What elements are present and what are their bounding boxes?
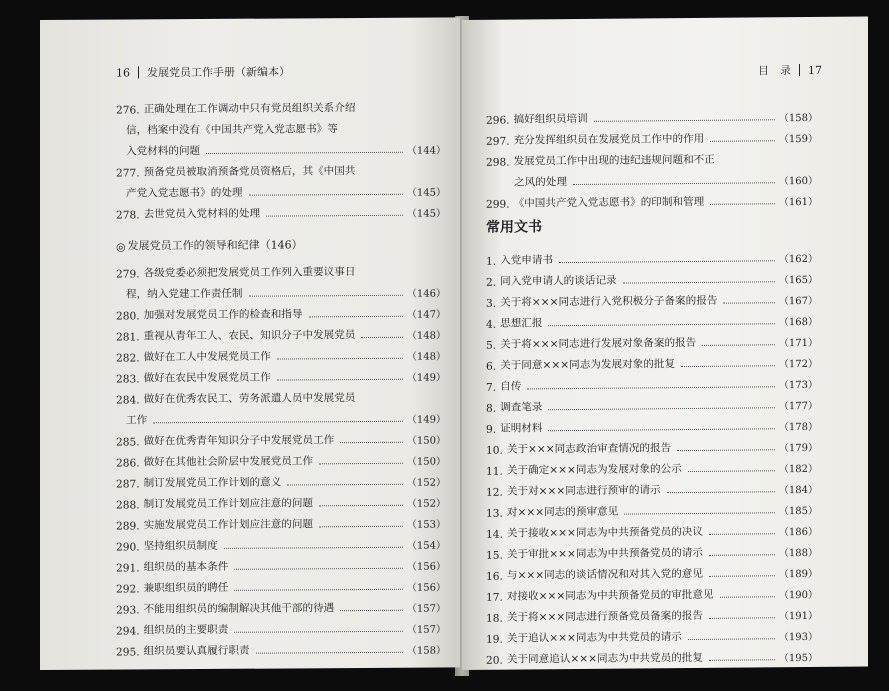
entry-title: 调查笔录	[500, 401, 543, 414]
entry-title: 关于审批×××同志为中共预备党员的请示	[506, 546, 703, 561]
toc-entry	[486, 643, 818, 667]
toc-entry	[486, 433, 818, 457]
toc-entry	[486, 580, 818, 604]
entry-page-ref: （165）	[778, 274, 818, 287]
toc-entry	[116, 510, 446, 533]
left-toc-after	[116, 258, 446, 659]
toc-entry	[486, 391, 818, 415]
common-documents-heading: 常用文书	[486, 219, 542, 236]
entry-page-ref: （152）	[406, 498, 446, 510]
leader-dots	[681, 364, 775, 367]
leader-dots	[559, 259, 775, 263]
entry-title: 做好在工人中发展党员工作	[143, 350, 271, 364]
entry-title: 程，纳入党建工作责任制	[126, 287, 243, 301]
toc-entry	[116, 157, 446, 201]
leader-dots	[548, 322, 774, 326]
entry-title: 入党材料的问题	[126, 145, 201, 158]
entry-page-ref: （184）	[778, 484, 818, 497]
entry-number: 14.	[486, 528, 503, 541]
entry-number: 7.	[486, 381, 497, 394]
toc-entry	[486, 412, 818, 436]
entry-title: 《中国共产党入党志愿书》的印制和管理	[513, 195, 705, 210]
entry-page-ref: （160）	[778, 175, 818, 188]
entry-title: 对接收×××同志为中共预备党员的审批意见	[506, 588, 714, 603]
entry-number: 12.	[486, 486, 503, 499]
entry-number: 288.	[116, 499, 140, 512]
entry-title: 思想汇报	[500, 317, 543, 330]
entry-title: 工作	[126, 414, 148, 427]
leader-dots	[527, 385, 775, 389]
entry-page-ref: （182）	[778, 463, 818, 476]
right-toc	[486, 103, 818, 667]
entry-title: 制订发展党员工作计划应注意的问题	[143, 497, 314, 511]
leader-dots	[249, 193, 403, 196]
leader-dots	[153, 420, 403, 424]
leader-dots	[319, 504, 403, 507]
entry-number: 293.	[116, 604, 140, 617]
leader-dots	[548, 427, 774, 431]
leader-dots	[309, 315, 403, 318]
entry-title: 组织员要认真履行职责	[143, 644, 250, 658]
leader-dots	[266, 214, 403, 217]
entry-number: 19.	[486, 633, 503, 646]
toc-entry	[116, 447, 446, 470]
toc-entry	[116, 384, 446, 428]
entry-title: 充分发挥组织员在发展党员工作中的作用	[513, 132, 705, 147]
entry-number: 1.	[486, 255, 497, 268]
entry-page-ref: （144）	[406, 145, 446, 157]
entry-title: 制订发展党员工作计划的意义	[143, 476, 282, 490]
toc-entry	[486, 244, 818, 268]
entry-page-ref: （153）	[406, 519, 446, 531]
entry-title: 证明材料	[500, 422, 543, 435]
entry-page-ref: （149）	[406, 414, 446, 426]
entry-page-ref: （162）	[778, 253, 818, 266]
entry-title: 关于将×××同志进行发展对象备案的报告	[500, 336, 697, 351]
leader-dots	[702, 343, 775, 346]
right-page-number: 17	[808, 63, 822, 77]
toc-entry	[486, 124, 818, 148]
entry-number: 281.	[116, 331, 140, 344]
entry-number: 289.	[116, 520, 140, 533]
section-marker-icon: ◎	[116, 240, 126, 254]
entry-title: 预备党员被取消预备党员资格后，其《中国共	[143, 165, 356, 179]
entry-page-ref: （148）	[406, 351, 446, 363]
entry-title: 去世党员入党材料的处理	[143, 207, 261, 221]
entry-number: 296.	[486, 114, 510, 127]
leader-dots	[234, 588, 403, 591]
leader-dots	[340, 441, 403, 443]
toc-entry	[116, 594, 446, 617]
entry-number: 286.	[116, 457, 140, 470]
leader-dots	[249, 294, 403, 297]
toc-entry	[116, 94, 446, 159]
leader-dots	[688, 469, 775, 472]
entry-title: 关于×××同志政治审查情况的报告	[506, 442, 672, 456]
toc-entry	[116, 363, 446, 386]
toc-entry	[116, 531, 446, 554]
entry-number: 9.	[486, 423, 497, 436]
entry-title: 自传	[500, 380, 522, 393]
entry-number: 4.	[486, 318, 497, 331]
entry-page-ref: （178）	[778, 421, 818, 434]
right-running-head: 目 录	[758, 64, 791, 78]
leader-dots	[710, 139, 775, 142]
entry-title: 信，档案中没有《中国共产党入党志愿书》等	[126, 123, 338, 137]
toc-entry	[116, 426, 446, 449]
entry-page-ref: （150）	[406, 456, 446, 468]
toc-entry	[116, 199, 446, 222]
entry-number: 278.	[116, 209, 140, 222]
toc-entry	[486, 103, 818, 127]
leader-dots	[723, 301, 774, 303]
leader-dots	[688, 637, 775, 640]
entry-page-ref: （195）	[778, 652, 818, 665]
entry-page-ref: （145）	[406, 187, 446, 199]
entry-title: 关于对×××同志进行预审的请示	[506, 484, 661, 498]
entry-title: 同入党申请人的谈话记录	[500, 274, 617, 288]
entry-page-ref: （145）	[406, 208, 446, 220]
entry-number: 11.	[486, 465, 503, 478]
entry-number: 277.	[116, 167, 140, 180]
toc-entry	[486, 370, 818, 394]
entry-title: 做好在优秀青年知识分子中发展党员工作	[143, 434, 335, 448]
entry-number: 298.	[486, 156, 510, 169]
entry-number: 20.	[486, 654, 503, 667]
entry-number: 285.	[116, 436, 140, 449]
entry-page-ref: （149）	[406, 372, 446, 384]
entry-page-ref: （171）	[778, 337, 818, 350]
leader-dots	[277, 378, 403, 381]
entry-page-ref: （154）	[406, 540, 446, 552]
entry-title: 关于接收×××同志为中共预备党员的决议	[506, 525, 703, 540]
left-page	[40, 17, 460, 670]
entry-page-ref: （189）	[778, 568, 818, 581]
toc-entry	[116, 342, 446, 365]
entry-page-ref: （146）	[406, 288, 446, 300]
entry-page-ref: （158）	[406, 645, 446, 657]
entry-number: 297.	[486, 135, 510, 148]
right-page	[462, 16, 868, 670]
toc-entry	[486, 286, 818, 310]
toc-entry	[486, 145, 818, 190]
entry-number: 276.	[116, 104, 140, 117]
leader-dots	[573, 181, 775, 185]
section-title: 发展党员工作的领导和纪律	[127, 238, 260, 253]
entry-title: 对×××同志的预审意见	[506, 505, 619, 519]
leader-dots	[234, 567, 403, 570]
entry-number: 13.	[486, 507, 503, 520]
entry-number: 295.	[116, 646, 140, 659]
toc-entry	[116, 258, 446, 302]
toc-entry	[486, 349, 818, 373]
header-divider	[799, 64, 800, 76]
entry-number: 283.	[116, 373, 140, 386]
leader-dots	[594, 118, 775, 122]
toc-entry	[486, 538, 818, 562]
entry-number: 282.	[116, 352, 140, 365]
leader-dots	[287, 483, 403, 486]
left-running-head: 发展党员工作手册（新编本）	[147, 65, 290, 80]
entry-page-ref: （193）	[778, 631, 818, 644]
entry-title: 坚持组织员制度	[143, 539, 218, 553]
entry-number: 279.	[116, 268, 140, 281]
entry-title: 做好在其他社会阶层中发展党员工作	[143, 455, 314, 469]
toc-entry	[116, 615, 446, 638]
entry-page-ref: （152）	[406, 477, 446, 489]
leader-dots	[234, 630, 403, 633]
right-page-header	[758, 62, 822, 79]
entry-number: 284.	[116, 394, 140, 407]
toc-entry	[486, 517, 818, 541]
entry-number: 18.	[486, 612, 503, 625]
entry-page-ref: （185）	[778, 505, 818, 518]
toc-entry	[486, 307, 818, 331]
toc-entry	[486, 454, 818, 478]
entry-number: 16.	[486, 570, 503, 583]
right-toc-before	[486, 103, 818, 211]
entry-title: 入党申请书	[500, 254, 554, 267]
entry-number: 287.	[116, 478, 140, 491]
leader-dots	[256, 651, 403, 654]
entry-title: 做好在农民中发展党员工作	[143, 371, 271, 385]
entry-page-ref: （168）	[778, 316, 818, 329]
entry-number: 10.	[486, 444, 503, 457]
entry-page-ref: （158）	[778, 112, 818, 125]
left-toc-before	[116, 94, 446, 222]
right-toc-after	[486, 244, 818, 667]
toc-entry	[116, 468, 446, 491]
leader-dots	[340, 609, 403, 611]
entry-page-ref: （148）	[406, 330, 446, 342]
entry-title: 组织员的基本条件	[143, 560, 229, 574]
toc-entry	[486, 265, 818, 289]
leader-dots	[361, 336, 402, 338]
toc-entry	[486, 496, 818, 520]
toc-entry	[486, 475, 818, 499]
entry-title: 兼职组织员的聘任	[143, 581, 229, 595]
entry-page-ref: （157）	[406, 624, 446, 636]
leader-dots	[720, 595, 775, 597]
entry-page-ref: （147）	[406, 309, 446, 321]
leader-dots	[319, 525, 403, 528]
leader-dots	[206, 151, 403, 154]
toc-entry	[486, 601, 818, 625]
toc-entry	[116, 300, 446, 323]
entry-number: 15.	[486, 549, 503, 562]
entry-number: 6.	[486, 360, 497, 373]
entry-page-ref: （177）	[778, 400, 818, 413]
entry-page-ref: （167）	[778, 295, 818, 308]
toc-section-heading	[116, 230, 446, 254]
entry-page-ref: （161）	[778, 196, 818, 209]
entry-page-ref: （172）	[778, 358, 818, 371]
entry-page-ref: （186）	[778, 526, 818, 539]
leader-dots	[667, 490, 775, 493]
left-toc	[116, 94, 446, 659]
leader-dots	[709, 553, 775, 556]
entry-title: 之风的处理	[514, 176, 567, 189]
entry-title: 关于将×××同志进行预备党员备案的报告	[506, 609, 703, 624]
entry-title: 与×××同志的谈话情况和对其入党的意见	[506, 567, 703, 582]
entry-page-ref: （190）	[778, 589, 818, 602]
leader-dots	[319, 462, 403, 465]
toc-entry	[486, 328, 818, 352]
entry-number: 290.	[116, 541, 140, 554]
leader-dots	[709, 616, 775, 619]
toc-entry	[116, 489, 446, 512]
entry-page-ref: （179）	[778, 442, 818, 455]
entry-title: 关于确定×××同志为发展对象的公示	[506, 463, 682, 477]
toc-entry	[116, 573, 446, 596]
entry-title: 产党入党志愿书》的处理	[126, 186, 243, 200]
entry-page-ref: （173）	[778, 379, 818, 392]
toc-entry	[486, 187, 818, 211]
entry-number: 5.	[486, 339, 497, 352]
entry-title: 组织员的主要职责	[143, 623, 229, 637]
entry-title: 发展党员工作中出现的违纪违规问题和不正	[513, 153, 715, 168]
entry-number: 299.	[486, 198, 510, 211]
leader-dots	[548, 406, 774, 410]
left-page-number: 16	[116, 65, 130, 80]
entry-number: 2.	[486, 276, 497, 289]
leader-dots	[224, 546, 403, 549]
leader-dots	[710, 202, 775, 205]
entry-title: 正确处理在工作调动中只有党员组织关系介绍	[143, 102, 356, 116]
entry-number: 280.	[116, 310, 140, 323]
entry-title: 关于同意×××同志为发展对象的批复	[500, 358, 676, 372]
entry-page-ref: （156）	[406, 582, 446, 594]
entry-number: 8.	[486, 402, 497, 415]
left-page-header	[116, 63, 290, 80]
entry-number: 17.	[486, 591, 503, 604]
entry-title: 关于追认×××同志为中共党员的请示	[506, 631, 682, 645]
entry-number: 291.	[116, 562, 140, 575]
entry-number: 294.	[116, 625, 140, 638]
entry-page-ref: （188）	[778, 547, 818, 560]
entry-title: 实施发展党员工作计划应注意的问题	[143, 518, 314, 532]
entry-title: 各级党委必须把发展党员工作列入重要议事日	[143, 266, 356, 280]
entry-page-ref: （157）	[406, 603, 446, 615]
leader-dots	[709, 532, 775, 535]
leader-dots	[277, 357, 403, 360]
entry-title: 加强对发展党员工作的检查和指导	[143, 308, 303, 322]
toc-entry	[116, 321, 446, 344]
entry-page-ref: （156）	[406, 561, 446, 573]
entry-page-ref: （191）	[778, 610, 818, 623]
entry-number: 3.	[486, 297, 497, 310]
leader-dots	[677, 448, 775, 451]
toc-entry	[486, 559, 818, 583]
header-divider	[138, 66, 139, 78]
leader-dots	[709, 574, 775, 577]
section-page-ref: （146）	[259, 238, 303, 252]
entry-title: 关于将×××同志进行入党积极分子备案的报告	[500, 294, 718, 309]
toc-entry	[116, 552, 446, 575]
entry-title: 不能用组织员的编制解决其他干部的待遇	[143, 602, 335, 616]
entry-title: 做好在优秀农民工、劳务派遣人员中发展党员	[143, 392, 356, 406]
entry-number: 292.	[116, 583, 140, 596]
entry-title: 关于同意追认×××同志为中共党员的批复	[506, 651, 703, 666]
entry-page-ref: （159）	[778, 133, 818, 146]
leader-dots	[709, 658, 775, 661]
entry-title: 搞好组织员培训	[513, 112, 588, 126]
entry-page-ref: （150）	[406, 435, 446, 447]
toc-entry	[486, 622, 818, 646]
toc-entry	[116, 636, 446, 659]
leader-dots	[623, 280, 775, 283]
leader-dots	[624, 511, 775, 514]
entry-title: 重视从青年工人、农民、知识分子中发展党员	[143, 329, 356, 343]
